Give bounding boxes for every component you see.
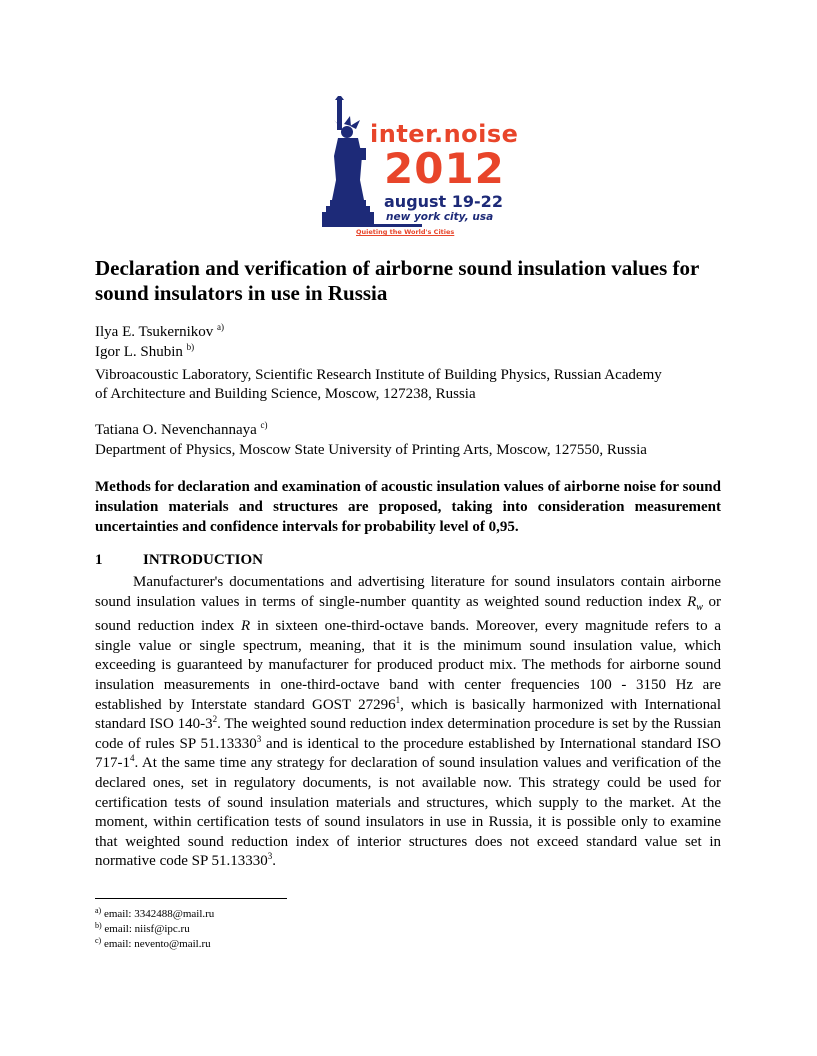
conference-logo	[320, 96, 519, 242]
footnote	[95, 907, 214, 921]
footnote	[95, 922, 190, 936]
logo-name: inter.noise	[370, 120, 519, 148]
body-paragraph	[95, 573, 721, 872]
body-text-run: . At the same time any strategy for declaration of sound insulation values and verification of the declared ones, set in regulatory documents, is not available now. This strategy could be used for certification tests of sound insulation materials and structures, which supply to the market. At the moment, within certification tests of sound insulators in use in Russia, it is possible only to examine that weighted sound reduction index of interior structures does not exceed standard value set in normative code SP 51.13330	[95, 755, 721, 870]
symbol-subscript: w	[696, 601, 703, 613]
author-footnote-mark: c)	[260, 420, 268, 430]
author-name: Tatiana O. Nevenchannaya	[95, 422, 257, 438]
reference-mark: 4	[130, 753, 135, 764]
body-text-run: .	[272, 853, 277, 870]
abstract: Methods for declaration and examination of acoustic insulation values of airborne noise for sound insulation materials and structures are proposed, taking into consideration measurement uncertainties and confidence intervals for probability level of 0,95.	[95, 479, 721, 535]
affiliation-line: Vibroacoustic Laboratory, Scientific Research Institute of Building Physics, Russian Academy	[95, 367, 662, 383]
author-footnote-mark: a)	[217, 322, 224, 332]
footnote-mark: b)	[95, 921, 102, 930]
author-line	[95, 323, 224, 342]
footnote-email: email: 3342488@mail.ru	[101, 908, 215, 920]
reference-mark: 3	[267, 851, 273, 862]
body-text-run: or sound reduction index	[95, 593, 722, 635]
author-line	[95, 421, 268, 440]
affiliation-line: of Architecture and Building Science, Moscow, 127238, Russia	[95, 386, 476, 402]
footnote-email: email: niisf@ipc.ru	[101, 923, 190, 935]
symbol-r: R	[687, 593, 697, 610]
author-footnote-mark: b)	[186, 342, 195, 352]
symbol-r: R	[241, 618, 251, 635]
section-heading	[95, 550, 263, 570]
footnote-email: email: nevento@mail.ru	[101, 938, 211, 950]
footnote	[95, 937, 211, 951]
author-name: Ilya E. Tsukernikov	[95, 324, 214, 340]
reference-mark: 2	[212, 714, 218, 725]
reference-mark: 3	[256, 733, 262, 744]
body-text-run: . The weighted sound reduction index determination procedure is set by the Russian code of rules SP 51.13330	[95, 716, 721, 752]
section-number: 1	[95, 552, 103, 568]
logo-tagline: Quieting the World's Cities	[356, 228, 455, 236]
footnote-mark: c)	[95, 936, 102, 945]
body-text-run: , which is basically harmonized with International standard ISO 140-3	[95, 696, 721, 733]
body-text-run: and is identical to the procedure established by International standard ISO 717-1	[95, 735, 721, 772]
affiliation-line: Department of Physics, Moscow State University of Printing Arts, Moscow, 127550, Russia	[95, 442, 647, 458]
author-line	[95, 343, 194, 362]
logo-city: new york city, usa	[386, 211, 494, 223]
paper-title: Declaration and verification of airborne sound insulation values for sound insulators in use in Russia	[95, 256, 699, 305]
body-text-run: in sixteen one-third-octave bands. Moreover, every magnitude refers to a single value or single spectrum, meaning, that it is the minimum sound insulation value, which exceeding is guaranteed by manufacturer for produced product mix. The methods for airborne sound insulation measurements in one-third-octave band with center frequencies 100 - 3150 Hz are established by Interstate standard GOST 27296	[95, 618, 721, 713]
section-title: INTRODUCTION	[143, 552, 264, 568]
logo-year: 2012	[384, 144, 505, 193]
author-name: Igor L. Shubin	[95, 344, 183, 360]
logo-dates: august 19-22	[384, 192, 503, 211]
footnote-mark: a)	[95, 906, 102, 915]
reference-mark: 1	[395, 694, 401, 705]
footnote-divider	[95, 898, 287, 899]
body-text-run: Manufacturer's documentations and advertising literature for sound insulators contain airborne sound insulation values in terms of single-number quantity as weighted sound reduction index	[95, 574, 721, 610]
